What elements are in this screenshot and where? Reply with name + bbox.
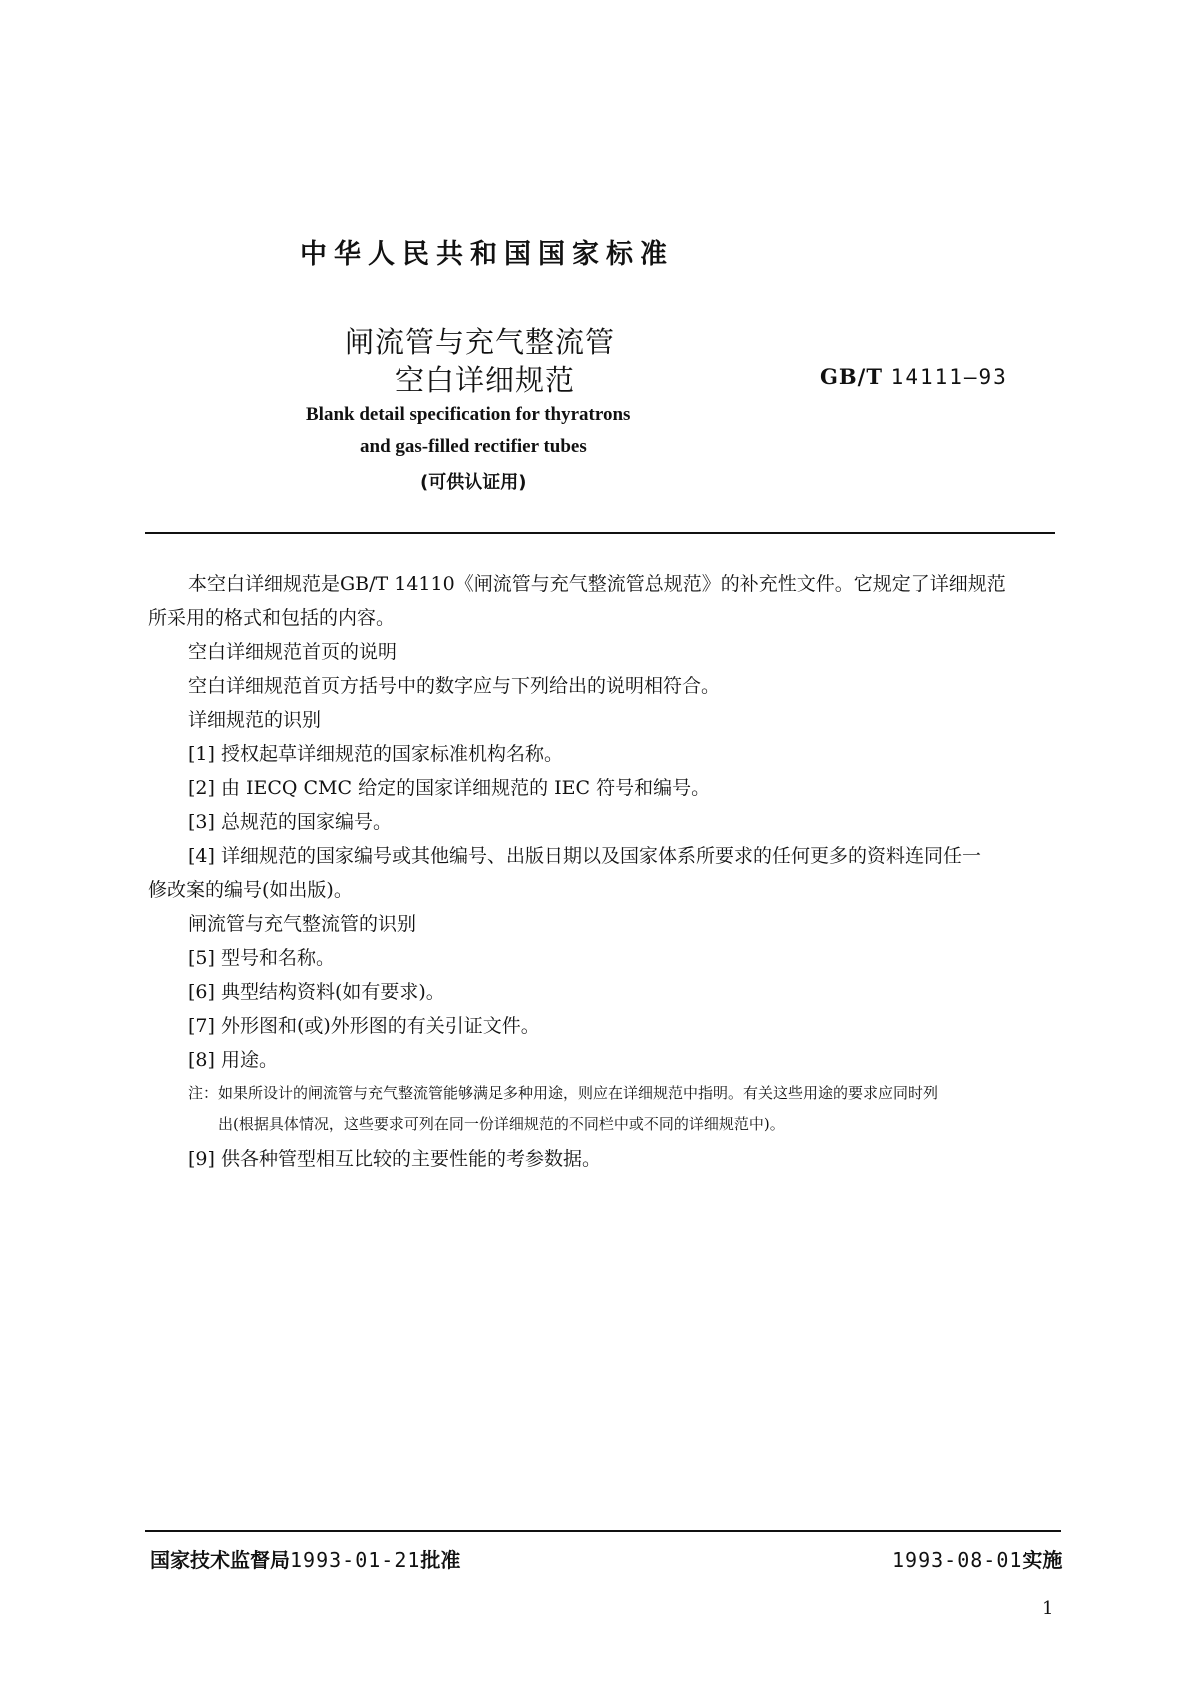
heading-tube-identification: 闸流管与充气整流管的识别 xyxy=(188,913,417,935)
list-item-4-line-2: 修改案的编号(如出版)。 xyxy=(148,879,353,901)
approval-label: 批准 xyxy=(420,1548,461,1572)
intro-paragraph-line-1: 本空白详细规范是GB/T 14110《闸流管与充气整流管总规范》的补充性文件。它规定了详细规范 xyxy=(188,573,1006,595)
list-item-5: [5] 型号和名称。 xyxy=(188,947,335,969)
usage-note-line-2: 出(根据具体情况，这些要求可列在同一份详细规范的不同栏中或不同的详细规范中)。 xyxy=(218,1115,785,1133)
footer-divider xyxy=(145,1530,1061,1532)
approval-organization: 国家技术监督局 xyxy=(150,1548,290,1572)
usage-note-line-1: 注：如果所设计的闸流管与充气整流管能够满足多种用途，则应在详细规范中指明。有关这些用途的要求应同时列 xyxy=(188,1084,939,1102)
list-item-3: [3] 总规范的国家编号。 xyxy=(188,811,392,833)
usage-note xyxy=(148,1078,1056,1140)
list-item-9: [9] 供各种管型相互比较的主要性能的考参数据。 xyxy=(188,1148,601,1170)
approval-line xyxy=(150,1544,460,1573)
intro-paragraph-line-2: 所采用的格式和包括的内容。 xyxy=(148,607,396,629)
first-page-description: 空白详细规范首页方括号中的数字应与下列给出的说明相符合。 xyxy=(188,675,721,697)
header-divider xyxy=(145,532,1055,534)
list-item-7: [7] 外形图和(或)外形图的有关引证文件。 xyxy=(188,1015,540,1037)
national-standard-title: 中华人民共和国国家标准 xyxy=(300,239,674,270)
effective-label: 实施 xyxy=(1022,1548,1063,1572)
list-item-4-line-1: [4] 详细规范的国家编号或其他编号、出版日期以及国家体系所要求的任何更多的资料连同任一 xyxy=(188,845,981,867)
standard-number xyxy=(820,364,1008,389)
effective-line xyxy=(892,1544,1062,1573)
heading-first-page: 空白详细规范首页的说明 xyxy=(188,641,398,663)
standard-number-prefix: GB/T xyxy=(820,364,883,389)
document-body xyxy=(148,567,1056,1176)
chinese-title-line-2: 空白详细规范 xyxy=(395,363,576,397)
chinese-title-line-1: 闸流管与充气整流管 xyxy=(345,325,616,359)
effective-date: 1993-08-01 xyxy=(892,1548,1023,1572)
approval-date: 1993-01-21 xyxy=(290,1548,421,1572)
certification-note: (可供认证用) xyxy=(420,472,527,493)
heading-spec-identification: 详细规范的识别 xyxy=(188,709,322,731)
english-title-line-2: and gas-filled rectifier tubes xyxy=(360,436,587,457)
standard-number-value: 14111—93 xyxy=(890,365,1008,389)
page-number: 1 xyxy=(1042,1598,1054,1619)
list-item-2: [2] 由 IECQ CMC 给定的国家详细规范的 IEC 符号和编号。 xyxy=(188,777,711,799)
list-item-8: [8] 用途。 xyxy=(188,1049,278,1071)
list-item-1: [1] 授权起草详细规范的国家标准机构名称。 xyxy=(188,743,563,765)
list-item-6: [6] 典型结构资料(如有要求)。 xyxy=(188,981,445,1003)
english-title-line-1: Blank detail specification for thyratrons xyxy=(306,404,631,425)
